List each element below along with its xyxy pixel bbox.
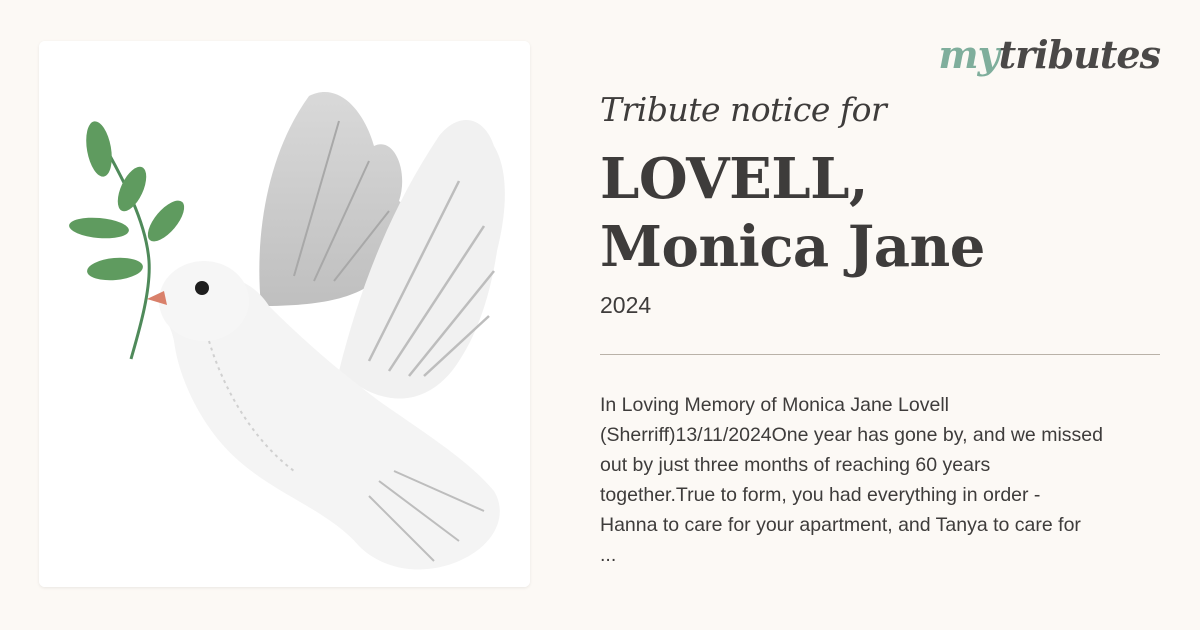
logo-part-my: my — [938, 32, 999, 77]
deceased-name — [600, 145, 1160, 281]
tribute-photo — [39, 41, 530, 587]
dove-eye — [195, 281, 209, 295]
logo-part-tributes: tributes — [998, 32, 1160, 77]
deceased-given-names: Monica Jane — [600, 214, 985, 280]
tribute-excerpt — [600, 390, 1175, 570]
dove-illustration — [39, 41, 530, 587]
excerpt-line: (Sherriff)13/11/2024One year has gone by, and we missed — [600, 424, 1103, 446]
excerpt-ellipsis: ... — [600, 544, 617, 566]
mytributes-logo[interactable] — [938, 32, 1160, 77]
divider — [600, 354, 1160, 355]
deceased-surname: LOVELL, — [600, 146, 869, 212]
notice-intro: Tribute notice for — [600, 90, 887, 129]
excerpt-line: out by just three months of reaching 60 years — [600, 454, 991, 476]
excerpt-line: Hanna to care for your apartment, and Tanya to care for — [600, 514, 1081, 536]
excerpt-line: together.True to form, you had everything in order - — [600, 484, 1041, 506]
excerpt-line: In Loving Memory of Monica Jane Lovell — [600, 394, 950, 416]
notice-year: 2024 — [600, 292, 652, 318]
